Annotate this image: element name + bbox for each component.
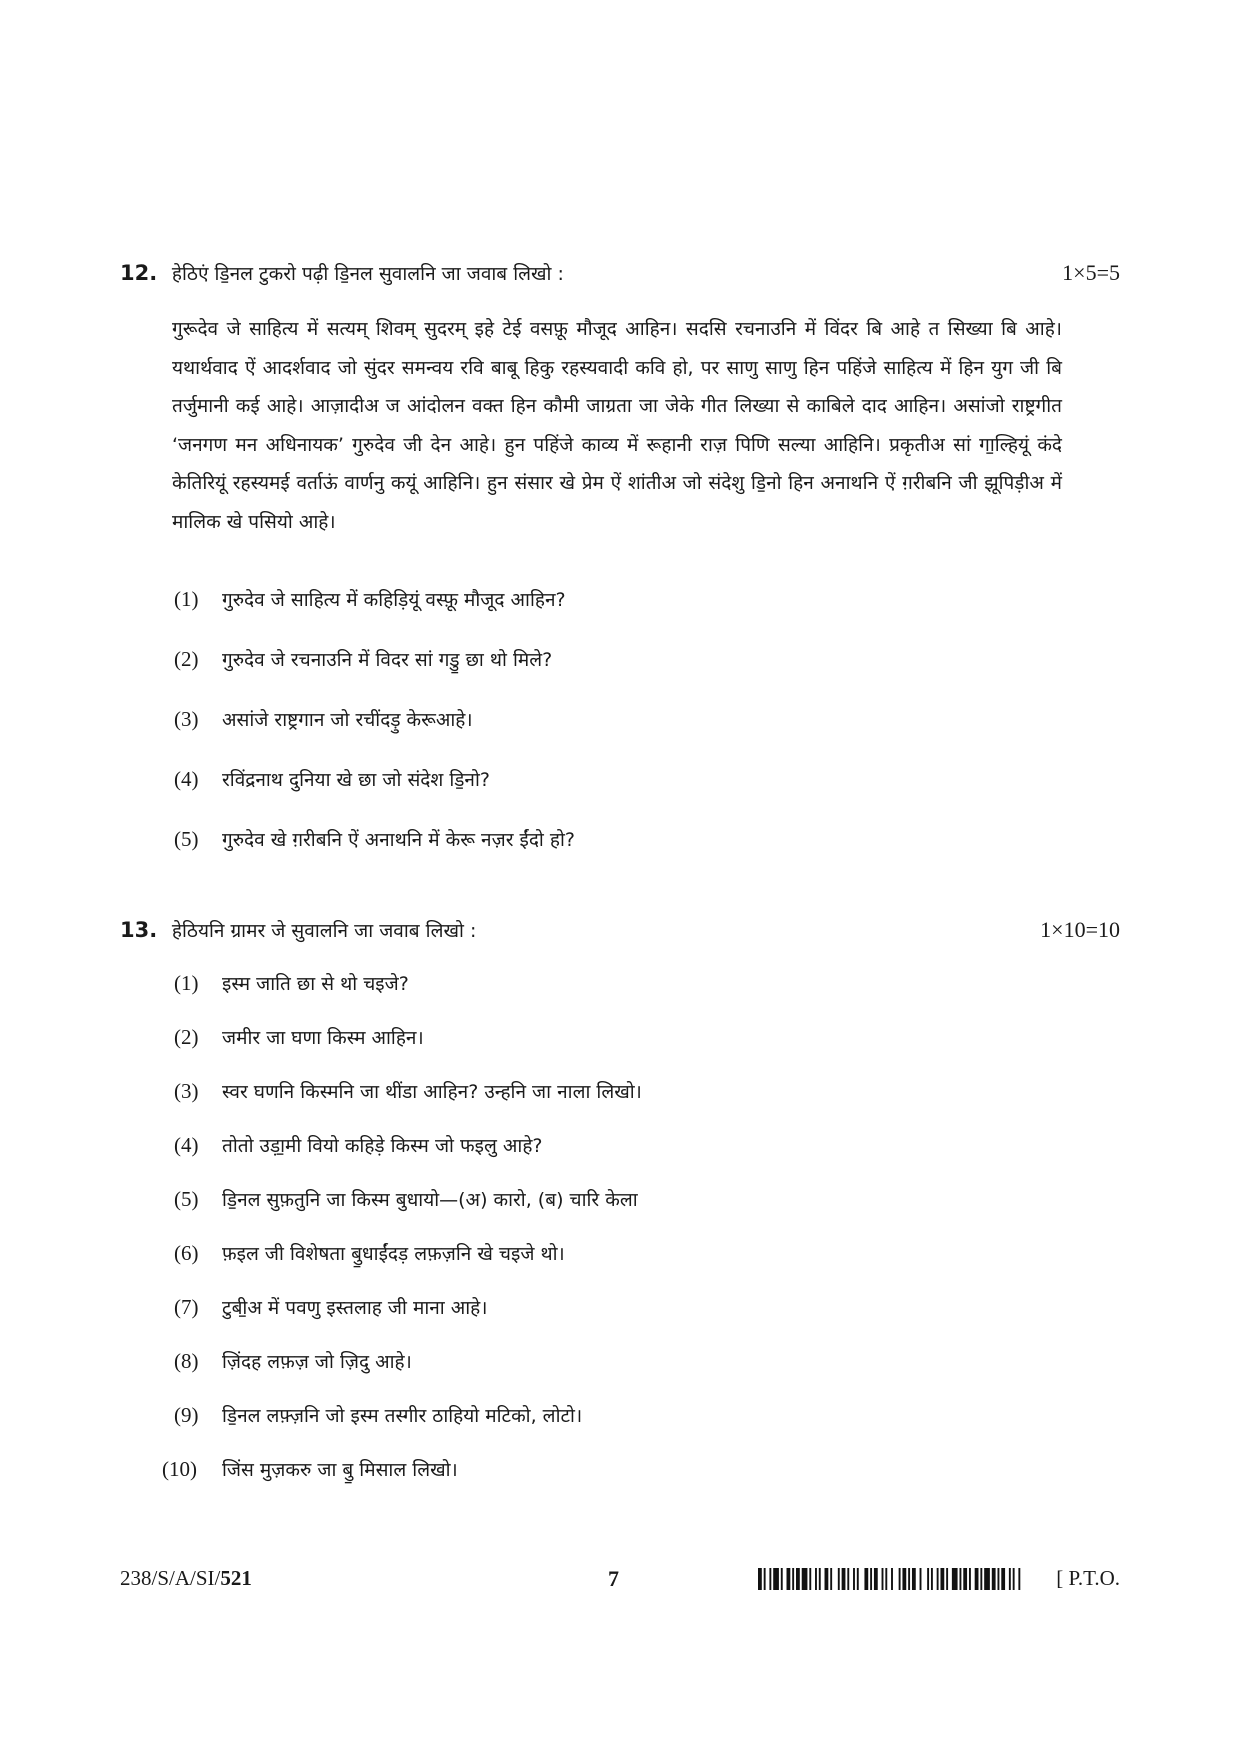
item-number: (7): [174, 1295, 199, 1319]
barcode-bar: [853, 1568, 855, 1590]
barcode-bar: [899, 1568, 901, 1590]
barcode-bar: [825, 1568, 829, 1590]
list-item: [174, 644, 1074, 704]
barcode-bar: [997, 1568, 999, 1590]
item-number: (2): [174, 1025, 199, 1049]
barcode-bar: [920, 1568, 922, 1590]
barcode-bar: [809, 1568, 811, 1590]
paper-code: [120, 1566, 252, 1591]
barcode-bar: [992, 1568, 996, 1590]
pto-label: [ P.T.O.: [1056, 1566, 1120, 1590]
item-number: (6): [174, 1241, 199, 1265]
barcode-bar: [781, 1568, 783, 1590]
barcode-bar: [882, 1568, 884, 1590]
item-text: ज़िंदह लफ़ज़ जो ज़िदु आहे।: [222, 1351, 412, 1373]
question-12-header: [120, 258, 1120, 289]
list-item: [174, 1292, 1074, 1346]
list-item: [174, 1022, 1074, 1076]
barcode-bar: [773, 1568, 779, 1590]
barcode-bar: [819, 1568, 821, 1590]
list-item: [174, 1400, 1074, 1454]
barcode-bar: [902, 1568, 906, 1590]
paper-code-prefix: 238/S/A/SI/: [120, 1566, 221, 1590]
item-text: रविंद्रनाथ दुनिया खे छा जो संदेश डि॒नो?: [222, 769, 490, 791]
item-text: फ़इल जी विशेषता बु॒धाईंदड़ लफ़ज़नि खे चइजे थो।: [222, 1243, 565, 1265]
item-text: स्वर घणनि किस्मनि जा थींडा आहिन? उन्हनि जा नाला लिखो।: [222, 1081, 642, 1103]
barcode-bar: [980, 1568, 982, 1590]
paper-code-number: 521: [220, 1566, 252, 1590]
barcode-bar: [931, 1568, 933, 1590]
item-number: (5): [174, 1187, 199, 1211]
item-text: असांजे राष्ट्रगान जो रचींदड़ु केरूआहे।: [222, 709, 473, 731]
barcode-bar: [912, 1568, 916, 1590]
barcode-bar: [847, 1568, 849, 1590]
barcode-bar: [815, 1568, 817, 1590]
barcode-bar: [857, 1568, 859, 1590]
question-12-marks: 1×5=5: [1062, 260, 1120, 285]
item-text: टुबी॒अ में पवणु इस्तलाह जी माना आहे।: [222, 1297, 488, 1319]
barcode-bar: [937, 1568, 939, 1590]
barcode-bar: [864, 1568, 868, 1590]
barcode-bar: [842, 1568, 846, 1590]
page-number: 7: [608, 1566, 619, 1591]
barcode-bar: [975, 1568, 979, 1590]
barcode-bar: [870, 1568, 872, 1590]
barcode-bar: [758, 1568, 762, 1590]
item-number: (8): [174, 1349, 199, 1373]
item-number: (2): [174, 647, 199, 671]
question-13-marks: 1×10=10: [1040, 917, 1120, 942]
barcode-bar: [796, 1568, 800, 1590]
item-number: (9): [174, 1403, 199, 1427]
barcode-icon: [758, 1568, 1026, 1590]
barcode-bar: [940, 1568, 944, 1590]
barcode-bar: [963, 1568, 967, 1590]
question-13-instruction: हेठियनि ग्रामर जे सुवालनि जा जवाब लिखो :: [171, 920, 477, 942]
question-13-number: 13.: [120, 918, 158, 942]
item-text: डि॒नल लफ़्ज़नि जो इस्म तस्गीर ठाहियो मटिको, लोटो।: [222, 1405, 583, 1427]
barcode-bar: [830, 1568, 832, 1590]
item-number: (3): [174, 707, 199, 731]
list-item: [174, 1130, 1074, 1184]
item-number: (1): [174, 971, 199, 995]
barcode-bar: [984, 1568, 990, 1590]
item-number: (1): [174, 587, 199, 611]
barcode-bar: [927, 1568, 929, 1590]
barcode-bar: [952, 1568, 958, 1590]
item-number: (10): [162, 1457, 197, 1481]
question-13-header: [120, 915, 1120, 946]
item-text: गुरुदेव खे ग़रीबनि ऐं अनाथनि में केरू नज़र ईंदो हो?: [222, 829, 575, 851]
barcode-bar: [769, 1568, 771, 1590]
list-item: [174, 764, 1074, 824]
barcode-bar: [1009, 1568, 1011, 1590]
question-12-number: 12.: [120, 261, 158, 285]
list-item: [174, 704, 1074, 764]
barcode-bar: [764, 1568, 766, 1590]
barcode-bar: [874, 1568, 878, 1590]
item-text: गुरुदेव जे साहित्य में कहिड़ियूं वस्फ़ू मौजूद आहिन?: [222, 589, 566, 611]
item-text: गुरुदेव जे रचनाउनि में विदर सां गडु॒ छा थो मिले?: [222, 649, 553, 671]
barcode-bar: [908, 1568, 910, 1590]
list-item: [162, 1454, 1074, 1508]
barcode-bar: [792, 1568, 794, 1590]
list-item: [174, 584, 1074, 644]
list-item: [174, 1184, 1074, 1238]
item-text: डि॒नल सुफ़तुनि जा किस्म बुधायो—(अ) कारो, (ब) चारि केला: [222, 1189, 638, 1211]
list-item: [174, 1238, 1074, 1292]
barcode-bar: [802, 1568, 808, 1590]
page-footer: [120, 1566, 1120, 1606]
item-number: (3): [174, 1079, 199, 1103]
item-text: तोतो उड़ा॒मी वियो कहिड़े किस्म जो फइलु आहे?: [222, 1135, 543, 1157]
barcode-bar: [1001, 1568, 1005, 1590]
barcode-bar: [969, 1568, 971, 1590]
barcode-bar: [946, 1568, 948, 1590]
item-number: (4): [174, 767, 199, 791]
barcode-bar: [1018, 1568, 1020, 1590]
list-item: [174, 968, 1074, 1022]
question-13-list: [162, 968, 1074, 1508]
barcode-bar: [959, 1568, 961, 1590]
item-text: इस्म जाति छा से थो चइजे?: [222, 973, 409, 995]
barcode-bar: [885, 1568, 887, 1590]
list-item: [174, 1346, 1074, 1400]
item-number: (4): [174, 1133, 199, 1157]
barcode-bar: [787, 1568, 791, 1590]
reading-passage: गुरूदेव जे साहित्य में सत्यम् शिवम् सुदरम् इहे टेई वसफ़ू मौजूद आहिन। सदसि रचनाउनि में विंदर बि आहे त सिख्या बि आहे। यथार्थवाद ऐं आदर्शवाद जो सुंदर समन्वय रवि बाबू हिकु रहस्यवादी कवि हो, पर साणु साणु हिन पहिंजे साहित्य में हिन युग जी बि तर्जुमानी कई आहे। आज़ादीअ ज आंदोलन वक्त हिन कौमी जाग्रता जा जेके गीत लिख्या से काबिले दाद आहिन। असांजो राष्ट्रगीत ‘जनगण मन अधिनायक’ गुरुदेव जी देन आहे। हुन पहिंजे काव्य में रूहानी राज़ पिणि सल्या आहिनि। प्रकृतीअ सां गा॒ल्हियूं कंदे केतिरियूं रहस्यमई वर्ताऊं वार्णनु कयूं आहिनि। हुन संसार खे प्रेम ऐं शांतीअ जो संदेशु डि॒नो हिन अनाथनि ऐं ग़रीबनि जी झूपिड़ीअ में मालिक खे पसियो आहे।: [172, 318, 1062, 533]
question-12-instruction: हेठिएं डि॒नल टुकरो पढ़ी डि॒नल सुवालनि जा जवाब लिखो :: [171, 263, 564, 285]
barcode-bar: [1013, 1568, 1015, 1590]
barcode-bar: [838, 1568, 840, 1590]
list-item: [174, 1076, 1074, 1130]
list-item: [174, 824, 1074, 884]
barcode-bar: [891, 1568, 893, 1590]
item-text: जिंस मुज़करु जा बु॒ मिसाल लिखो।: [222, 1459, 458, 1481]
question-12-list: [174, 584, 1074, 884]
item-number: (5): [174, 827, 199, 851]
item-text: जमीर जा घणा किस्म आहिन।: [222, 1027, 424, 1049]
